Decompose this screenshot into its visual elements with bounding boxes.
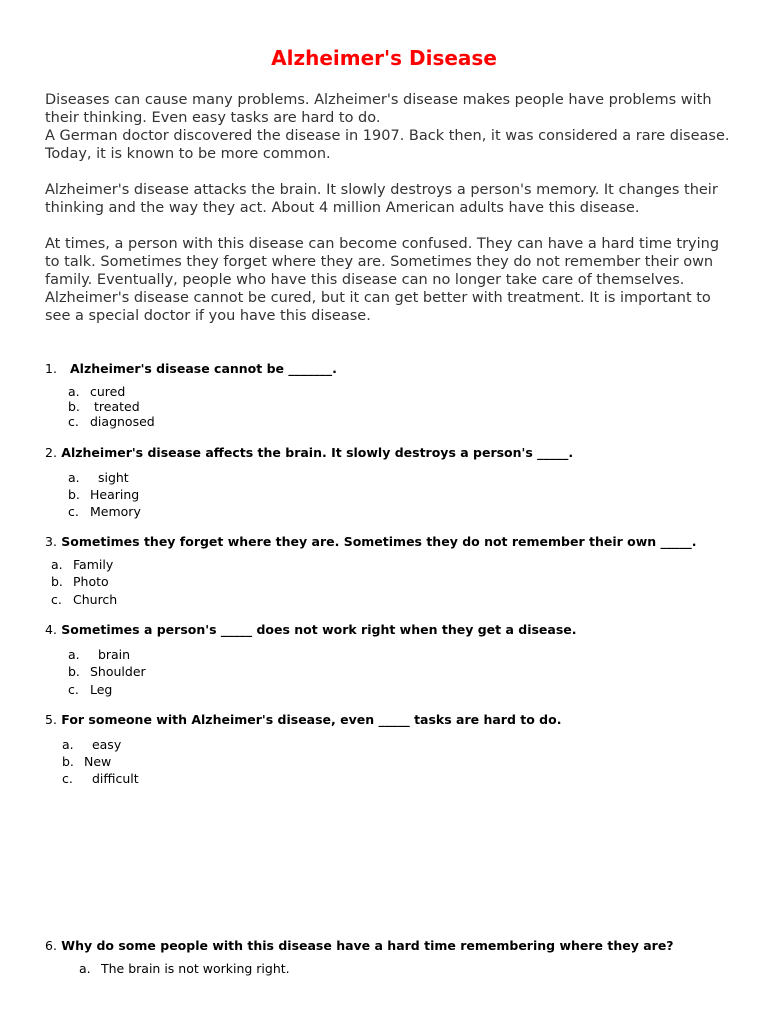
option-3c[interactable] [51,592,117,608]
question-number: 1. [45,361,57,376]
question-number: 2. [45,445,57,460]
option-5a[interactable] [62,737,121,753]
option-2c[interactable] [68,504,141,520]
question-text: Sometimes they forget where they are. Sometimes they do not remember their own _____. [61,534,697,549]
option-5b[interactable] [62,754,111,770]
question-3 [45,534,697,550]
option-4b[interactable] [68,664,146,680]
option-letter: b. [68,487,80,502]
option-text: Family [73,557,114,572]
passage-paragraph: Alzheimer's disease attacks the brain. It slowly destroys a person's memory. It changes their thinking and the way they act. About 4 million American adults have this disease. [45,182,718,216]
option-letter: a. [68,470,80,485]
option-text: cured [90,384,126,399]
option-2a[interactable] [68,470,129,486]
question-1 [45,361,337,377]
option-text: Shoulder [90,664,146,679]
passage-paragraph: Alzheimer's disease cannot be cured, but it can get better with treatment. It is important to see a special doctor if you have this disease. [45,290,711,324]
option-letter: c. [62,771,73,786]
paragraph-gap [45,217,730,235]
option-letter: c. [51,592,62,607]
passage-paragraph: A German doctor discovered the disease in 1907. Back then, it was considered a rare disease. Today, it is known to be more common. [45,128,730,162]
passage-paragraph: At times, a person with this disease can become confused. They can have a hard time trying to talk. Sometimes they forget where they are. Sometimes they do not remember their own family. Eventually, people who have this disease can no longer take care of themselves. [45,236,720,288]
option-text: Leg [90,682,113,697]
option-3a[interactable] [51,557,113,573]
option-letter: a. [62,737,74,752]
question-5 [45,712,561,728]
option-text: Church [73,592,118,607]
question-6 [45,938,674,954]
option-1c[interactable] [68,414,155,430]
question-number: 3. [45,534,57,549]
option-letter: b. [68,399,80,414]
question-4 [45,622,577,638]
option-4c[interactable] [68,682,112,698]
option-text: New [84,754,112,769]
question-number: 5. [45,712,57,727]
option-text: brain [97,647,131,662]
option-text: Hearing [90,487,140,502]
option-5c[interactable] [62,771,139,787]
option-text: sight [97,470,129,485]
page-title: Alzheimer's Disease [271,46,497,70]
option-2b[interactable] [68,487,139,503]
option-letter: a. [68,384,80,399]
option-letter: c. [68,414,79,429]
question-text: For someone with Alzheimer's disease, even _____ tasks are hard to do. [61,712,562,727]
option-6a[interactable] [79,961,290,977]
option-text: The brain is not working right. [101,961,290,976]
option-text: treated [93,399,140,414]
question-text: Alzheimer's disease cannot be _______. [70,361,337,376]
option-text: Memory [90,504,141,519]
option-letter: b. [62,754,74,769]
option-text: diagnosed [90,414,155,429]
question-text: Why do some people with this disease have a hard time remembering where they are? [61,938,674,953]
option-text: easy [91,737,122,752]
option-letter: a. [68,647,80,662]
option-4a[interactable] [68,647,130,663]
question-text: Alzheimer's disease affects the brain. It slowly destroys a person's _____. [61,445,574,460]
option-letter: a. [51,557,63,572]
option-letter: a. [79,961,91,976]
question-text: Sometimes a person's _____ does not work right when they get a disease. [61,622,577,637]
question-number: 6. [45,938,57,953]
option-1b[interactable] [68,399,140,415]
passage-paragraph: Diseases can cause many problems. Alzheimer's disease makes people have problems with their thinking. Even easy tasks are hard to do. [45,92,712,126]
option-letter: c. [68,682,79,697]
option-letter: c. [68,504,79,519]
question-2 [45,445,573,461]
option-text: Photo [73,574,109,589]
option-3b[interactable] [51,574,109,590]
reading-passage [45,91,730,325]
option-1a[interactable] [68,384,125,400]
option-letter: b. [68,664,80,679]
question-number: 4. [45,622,57,637]
option-letter: b. [51,574,63,589]
option-text: difficult [91,771,139,786]
paragraph-gap [45,163,730,181]
